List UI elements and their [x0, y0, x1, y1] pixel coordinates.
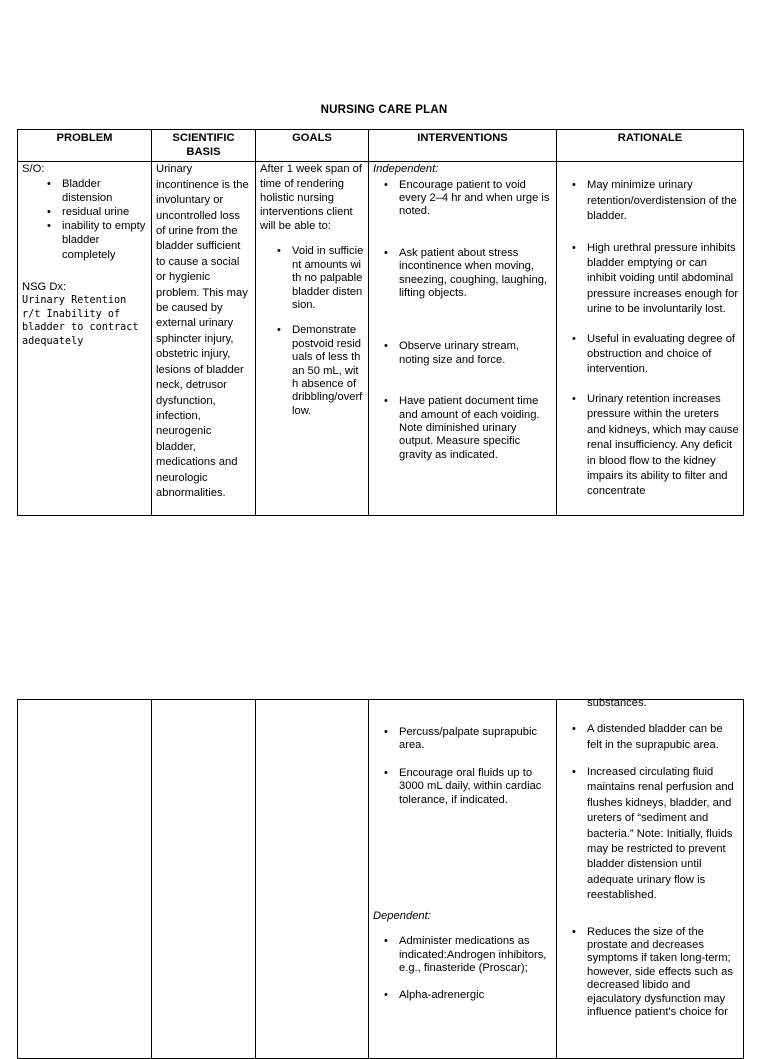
- list-item: • Bladder distension: [62, 177, 147, 205]
- dependent-label: Dependent:: [373, 910, 431, 923]
- nsg-label: NSG Dx:: [22, 280, 67, 293]
- rationale-cell: [557, 162, 744, 516]
- list-item: • inability to empty bladder completely: [62, 219, 147, 262]
- list-item: • Useful in evaluating degree of obstruction and choice of intervention.: [587, 332, 739, 378]
- scientific-basis-text: Urinary incontinence is the involuntary or uncontrolled loss of urine from the bladder sufficient to cause a social or hygienic problem. This may be caused by external urinary sphincter injury, obstetric injury, lesions of bladder neck, detrusor dysfunction, infection, neurogenic bladder, medications and neurologic abnormalities.: [156, 163, 249, 499]
- list-item: • Administer medications as indicated:Androgen inhibitors, e.g., finasteride (Proscar);: [399, 935, 552, 975]
- rationale-list: [561, 178, 739, 499]
- list-item: • A distended bladder can be felt in the suprapubic area.: [587, 722, 739, 753]
- scientific-basis-cell: [152, 700, 256, 1059]
- list-item: • Ask patient about stress incontinence when moving, sneezing, coughing, laughing, lifting objects.: [399, 247, 552, 301]
- rationale-list: [561, 722, 739, 903]
- interventions-list: [373, 726, 552, 807]
- rationale-cell: [557, 697, 744, 1059]
- document-title: NURSING CARE PLAN: [320, 104, 448, 116]
- header-rationale: RATIONALE: [557, 130, 744, 162]
- header-scientific-basis: SCIENTIFIC BASIS: [152, 130, 256, 162]
- interventions-list: [373, 179, 552, 463]
- list-item: • High urethral pressure inhibits bladder emptying or can inhibit voiding until abdominal pressure increases enough for urine to be involuntarily lost.: [587, 241, 739, 318]
- problem-cell: [18, 700, 152, 1059]
- list-item: • Increased circulating fluid maintains renal perfusion and flushes kidneys, bladder, and ureters of “sediment and bacteria.” Note: Initially, fluids may be restricted to prevent bladder distension until adequate urinary flow is reestablished.: [587, 765, 739, 904]
- header-row: [18, 130, 744, 162]
- list-item: • Percuss/palpate suprapubic area.: [399, 726, 552, 753]
- dependent-rationale-list: [561, 926, 739, 1020]
- list-item: • Void in sufficient amounts with no palpable bladder distension.: [292, 245, 364, 312]
- list-item: • residual urine: [62, 205, 147, 219]
- problem-cell: [18, 162, 152, 516]
- header-interventions: INTERVENTIONS: [369, 130, 557, 162]
- list-item: • Demonstrate postvoid residuals of less than 50 mL, with absence of dribbling/overflow.: [292, 324, 364, 418]
- list-item: • May minimize urinary retention/overdistension of the bladder.: [587, 178, 739, 224]
- list-item: • Have patient document time and amount of each voiding. Note diminished urinary output. Measure specific gravity as indicated.: [399, 395, 552, 462]
- scientific-basis-cell: [152, 162, 256, 516]
- interventions-cell: [369, 700, 557, 1059]
- list-item: • Reduces the size of the prostate and decreases symptoms if taken long-term; however, side effects such as decreased libido and ejaculatory dysfunction may influence patient's choice for: [587, 926, 739, 1020]
- list-item: • Encourage patient to void every 2–4 hr and when urge is noted.: [399, 179, 552, 219]
- list-item: • Alpha-adrenergic: [399, 989, 552, 1002]
- header-goals: GOALS: [256, 130, 369, 162]
- care-plan-table: [17, 129, 744, 516]
- goals-list: [260, 245, 364, 418]
- goals-cell: [256, 700, 369, 1059]
- header-problem: PROBLEM: [18, 130, 152, 162]
- list-item: • Urinary retention increases pressure within the ureters and kidneys, which may cause renal insufficiency. Any deficit in blood flow to the kidney impairs its ability to filter and concentrate: [587, 392, 739, 500]
- table-row: [18, 162, 744, 516]
- dependent-list: [373, 935, 552, 1003]
- rationale-continued: substances.: [587, 697, 647, 709]
- list-item: • Encourage oral fluids up to 3000 mL daily, within cardiac tolerance, if indicated.: [399, 767, 552, 807]
- nsg-diagnosis: Urinary Retention r/t Inability of bladder to contract adequately: [22, 295, 139, 347]
- goals-cell: [256, 162, 369, 516]
- table-row: [18, 700, 744, 1059]
- goals-intro: After 1 week span of time of rendering holistic nursing interventions client will be able to:: [260, 163, 362, 233]
- so-list: [22, 177, 147, 262]
- so-label: S/O:: [22, 163, 45, 176]
- list-item: • Observe urinary stream, noting size and force.: [399, 340, 552, 367]
- independent-label: Independent:: [373, 163, 439, 176]
- interventions-cell: [369, 162, 557, 516]
- care-plan-table-continued: [17, 699, 744, 1059]
